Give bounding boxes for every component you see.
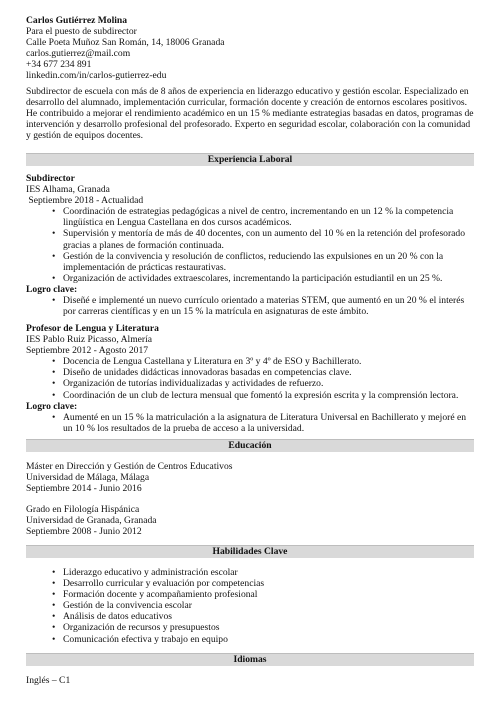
skills-list-container — [26, 567, 474, 645]
education-dates: Septiembre 2008 - Junio 2012 — [26, 526, 142, 538]
list-item: • Diseño de unidades didácticas innovadoras basadas en competencias clave. — [63, 367, 474, 378]
linkedin-link[interactable]: linkedin.com/in/carlos-gutierrez-edu — [26, 70, 167, 82]
list-item: • Diseñé e implementé un nuevo currículo orientado a materias STEM, que aumentó en un 20 % el interés por carreras científicas y en un 15 % la matrícula en asignaturas de este ámbito. — [63, 295, 474, 317]
list-item: • Formación docente y acompañamiento profesional — [63, 589, 474, 600]
section-header-skills: Habilidades Clave — [26, 545, 474, 558]
job-achievements — [26, 412, 474, 434]
list-item: • Coordinación de un club de lectura mensual que fomentó la expresión escrita y la comprensión lectora. — [63, 390, 474, 401]
list-item: • Docencia de Lengua Castellana y Literatura en 3º y 4º de ESO y Bachillerato. — [63, 356, 474, 367]
list-item: • Análisis de datos educativos — [63, 611, 474, 622]
education-entry — [26, 504, 474, 537]
job-entry — [26, 323, 474, 434]
school: Universidad de Málaga, Málaga — [26, 472, 150, 484]
job-organization: IES Pablo Ruiz Picasso, Almería — [26, 334, 153, 346]
language-item: Inglés – C1 — [26, 675, 71, 686]
list-item: • Gestión de la convivencia y resolución de conflictos, reduciendo las expulsiones en un 20 % con la implementación de prácticas restaurativas. — [63, 251, 474, 273]
job-achievements — [26, 295, 474, 317]
education-dates: Septiembre 2014 - Junio 2016 — [26, 483, 142, 495]
address: Calle Poeta Muñoz San Román, 14, 18006 Granada — [26, 37, 225, 49]
contact-header — [26, 15, 474, 82]
list-item: • Comunicación efectiva y trabajo en equipo — [63, 634, 474, 645]
email[interactable]: carlos.gutierrez@mail.com — [26, 48, 131, 60]
list-item: • Aumenté en un 15 % la matriculación a la asignatura de Literatura Universal en Bachillerato y mejoré en un 10 % los resultados de la prueba de acceso a la universidad. — [63, 412, 474, 434]
section-header-languages: Idiomas — [26, 653, 474, 666]
degree: Máster en Dirección y Gestión de Centros Educativos — [26, 461, 233, 472]
key-achievement-label: Logro clave: — [26, 400, 78, 412]
candidate-name: Carlos Gutiérrez Molina — [26, 15, 128, 26]
job-responsibilities — [26, 356, 474, 400]
skills-list — [26, 567, 474, 645]
target-position: Para el puesto de subdirector — [26, 26, 137, 38]
languages-list — [26, 675, 474, 686]
job-dates: Septiembre 2012 - Agosto 2017 — [26, 345, 149, 357]
education-entry — [26, 461, 474, 494]
school: Universidad de Granada, Granada — [26, 515, 157, 527]
list-item: • Organización de tutorías individualizadas y actividades de refuerzo. — [63, 378, 474, 389]
summary-text: Subdirector de escuela con más de 8 años de experiencia en liderazgo educativo y gestión escolar. Especializado en desarrollo del alumnado, implementación curricular, formación docente y creación de entornos escolares positivos. He contribuido a mejorar el rendimiento académico en un 15 % mediante estrategias basadas en datos, programas de intervención y desarrollo profesional del profesorado. Experto en seguridad escolar, colaboración con la comunidad y gestión de equipos docentes. — [26, 86, 474, 142]
section-header-experience: Experiencia Laboral — [26, 153, 474, 166]
job-entry — [26, 173, 474, 317]
job-dates: Septiembre 2018 - Actualidad — [26, 195, 144, 207]
key-achievement-label: Logro clave: — [26, 283, 78, 295]
professional-summary — [26, 86, 474, 141]
list-item: • Gestión de la convivencia escolar — [63, 600, 474, 611]
degree: Grado en Filología Hispánica — [26, 504, 140, 515]
phone: +34 677 234 891 — [26, 59, 92, 71]
list-item: • Coordinación de estrategias pedagógicas a nivel de centro, incrementando en un 12 % la competencia lingüística en Lengua Castellana en dos cursos académicos. — [63, 206, 474, 228]
section-header-education: Educación — [26, 439, 474, 452]
job-responsibilities — [26, 206, 474, 284]
list-item: • Desarrollo curricular y evaluación por competencias — [63, 578, 474, 589]
list-item: • Supervisión y mentoría de más de 40 docentes, con un aumento del 10 % en la retención del profesorado gracias a planes de formación continuada. — [63, 228, 474, 250]
job-title: Profesor de Lengua y Literatura — [26, 323, 159, 334]
list-item: • Liderazgo educativo y administración escolar — [63, 567, 474, 578]
list-item: • Organización de recursos y presupuestos — [63, 622, 474, 633]
list-item: • Organización de actividades extraescolares, incrementando la participación estudiantil en un 25 %. — [63, 273, 474, 284]
job-organization: IES Alhama, Granada — [26, 184, 110, 196]
job-title: Subdirector — [26, 173, 75, 184]
